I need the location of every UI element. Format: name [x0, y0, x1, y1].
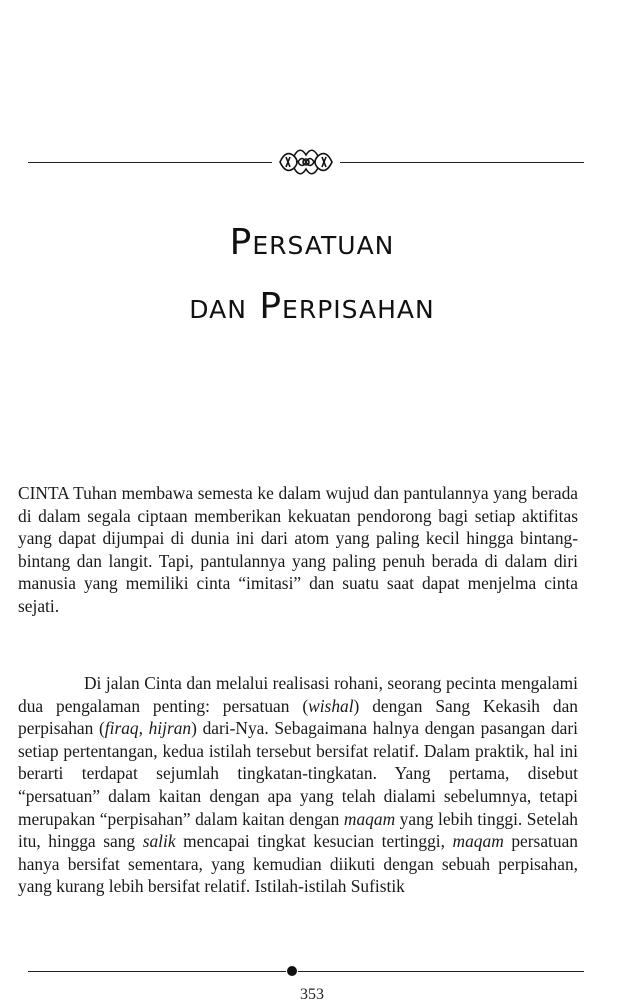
chapter-title-line-2: dan Perpisahan [189, 286, 435, 327]
paragraph-2 [18, 672, 578, 898]
italic-term: maqam [343, 808, 396, 829]
italic-term: salik [142, 831, 176, 852]
footer-rule-right [298, 971, 584, 972]
italic-term: wishal [308, 695, 354, 716]
header-rule-left [28, 162, 272, 163]
header-ornament-rule [28, 155, 584, 169]
text-segment: ) dari-Nya. Sebagaimana halnya dengan pasangan dari setiap pertentangan, kedua istilah tersebut bersifat relatif. Dalam praktik, hal ini berarti terdapat sejumlah tingkatan-tingkatan. Yang pertama, disebut “persatuan” dalam kaitan dengan apa yang telah dialami sebelumnya, tetapi merupakan “perpisahan” dalam kaitan dengan [18, 718, 578, 829]
dot-icon [287, 966, 297, 976]
knot-ornament-icon [276, 143, 336, 181]
text-segment: CINTA Tuhan membawa semesta ke dalam wujud dan pantulannya yang berada di dalam segala ciptaan memberikan kekuatan pendorong bagi setiap aktifitas yang dapat dijumpai di dunia ini dari atom yang paling kecil hingga bintang-bintang dan langit. Tapi, pantulannya yang paling penuh berada di dalam diri manusia yang memiliki cinta “imitasi” dan suatu saat dapat menjelma cinta sejati. [18, 483, 578, 616]
text-segment: mencapai tingkat kesucian tertinggi, [175, 831, 453, 852]
italic-term: firaq, hijran [104, 718, 192, 739]
text-segment: ) dengan Sang Kekasih dan perpisahan ( [18, 695, 579, 739]
italic-term: maqam [452, 831, 504, 852]
footer-rule-left [28, 971, 286, 972]
page-number: 353 [300, 986, 324, 1003]
footer-ornament-rule [28, 966, 584, 980]
text-segment: persatuan hanya bersifat sementara, yang kemudian diikuti dengan sebuah perpisahan, yang kurang lebih bersifat relatif. Istilah-istilah Sufistik [18, 831, 578, 897]
header-rule-right [340, 162, 584, 163]
text-segment: Di jalan Cinta dan melalui realisasi rohani, seorang pecinta mengalami dua pengalaman penting: persatuan ( [18, 673, 578, 716]
paragraph-1 [18, 482, 578, 618]
chapter-title-line-1: Persatuan [229, 222, 395, 263]
text-segment: yang lebih tinggi. Setelah itu, hingga sang [18, 808, 578, 852]
